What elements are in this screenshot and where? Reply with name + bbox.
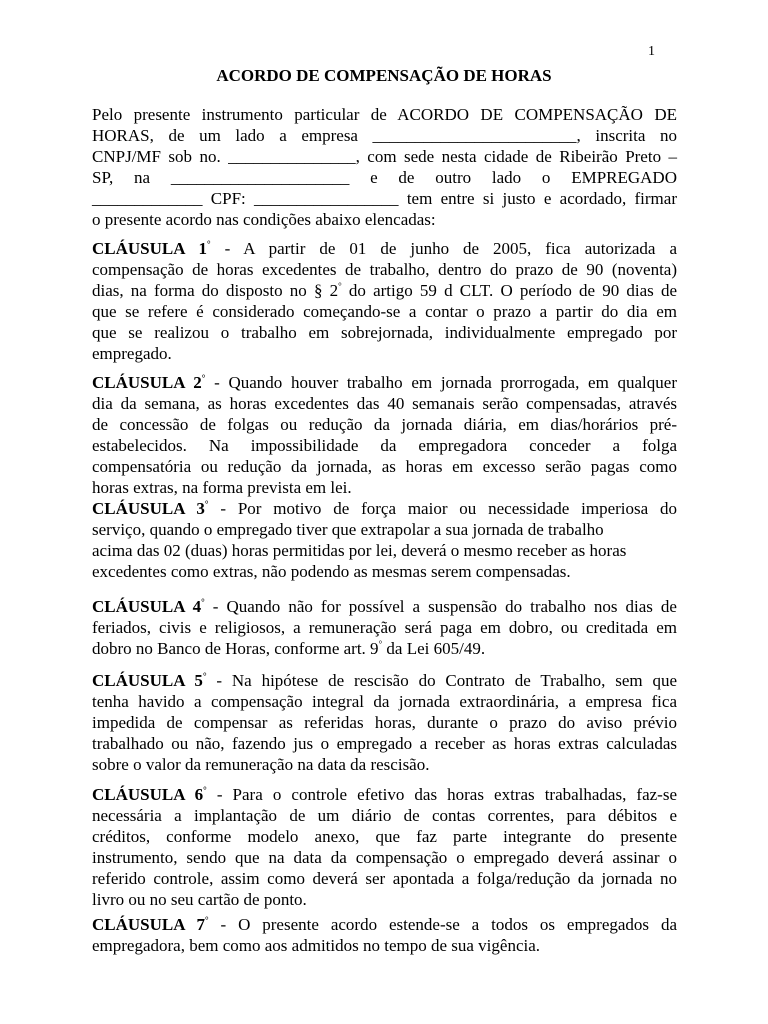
clause-first-line — [92, 784, 677, 805]
clause-text: - Para o controle efetivo das horas extras trabalhadas, faz-se — [206, 785, 677, 804]
clause-line: acima das 02 (duas) horas permitidas por lei, deverá o mesmo receber as horas — [92, 541, 627, 560]
degree-mark: ° — [378, 639, 383, 649]
clause-line: dia da semana, as horas excedentes das 40 semanais serão compensadas, através — [92, 394, 677, 413]
clause-line: trabalhado ou não, fazendo jus o empregado a receber as horas extras calculadas — [92, 734, 677, 753]
clause-6 — [92, 784, 677, 910]
clause-label: CLÁUSULA 3 — [92, 499, 205, 518]
clause-line: compensação de horas excedentes de trabalho, dentro do prazo de 90 (noventa) — [92, 260, 677, 279]
degree-mark: ° — [203, 785, 207, 795]
intro-line: HORAS, de um lado a empresa ________________________, inscrita no — [92, 126, 677, 145]
clause-line: estabelecidos. Na impossibilidade da empregadora conceder a folga — [92, 436, 677, 455]
clause-2 — [92, 372, 677, 498]
clause-text: - Quando não for possível a suspensão do trabalho nos dias de — [204, 597, 677, 616]
clause-label: CLÁUSULA 7 — [92, 915, 205, 934]
clause-4 — [92, 596, 677, 659]
clause-line: sobre o valor da remuneração na data da rescisão. — [92, 755, 430, 774]
clause-label: CLÁUSULA 2 — [92, 373, 202, 392]
clause-line: serviço, quando o empregado tiver que extrapolar a sua jornada de trabalho — [92, 520, 604, 539]
clause-line: que se realizou o trabalho em sobrejornada, individualmente empregado por — [92, 323, 677, 342]
document-title: ACORDO DE COMPENSAÇÃO DE HORAS — [216, 66, 552, 85]
clause-first-line — [92, 498, 677, 519]
clause-label: CLÁUSULA 6 — [92, 785, 204, 804]
clause-7 — [92, 914, 677, 956]
clause-first-line — [92, 596, 677, 617]
clause-5 — [92, 670, 677, 775]
clause-text: - A partir de 01 de junho de 2005, fica autorizada a — [210, 239, 677, 258]
clause-text: - Quando houver trabalho em jornada prorrogada, em qualquer — [205, 373, 677, 392]
clause-label: CLÁUSULA 5 — [92, 671, 203, 690]
clause-line: de concessão de folgas ou redução da jornada diária, em dias/horários pré- — [92, 415, 677, 434]
intro-line: o presente acordo nas condições abaixo elencadas: — [92, 210, 436, 229]
clause-first-line — [92, 914, 677, 935]
clause-line: excedentes como extras, não podendo as mesmas serem compensadas. — [92, 562, 571, 581]
clause-line: tenha havido a compensação integral da jornada extraordinária, a empresa fica — [92, 692, 677, 711]
intro-paragraph — [92, 104, 677, 230]
clause-line: impedida de compensar as referidas horas, durante o prazo do aviso prévio — [92, 713, 677, 732]
intro-line: SP, na _____________________ e de outro lado o EMPREGADO — [92, 168, 677, 187]
clause-text: dias, na forma do disposto no § 2 — [92, 281, 339, 300]
page-number: 1 — [648, 44, 655, 59]
clause-line: que se refere é considerado começando-se a contar o prazo a partir do dia em — [92, 302, 677, 321]
degree-mark: ° — [201, 597, 205, 607]
degree-mark: ° — [202, 671, 207, 681]
clause-line: feriados, civis e religiosos, a remuneração será paga em dobro, ou creditada em — [92, 618, 677, 637]
clause-first-line — [92, 238, 677, 259]
clause-first-line — [92, 670, 677, 691]
clause-line — [92, 638, 677, 659]
clause-label: CLÁUSULA 1 — [92, 239, 208, 258]
clause-line: compensatória ou redução da jornada, as horas em excesso serão pagas como — [92, 457, 677, 476]
clause-line: referido controle, assim como deverá ser apontada a folga/redução da jornada no — [92, 869, 677, 888]
clause-text: dobro no Banco de Horas, conforme art. 9 — [92, 639, 379, 658]
degree-mark: ° — [338, 281, 342, 291]
degree-mark: ° — [204, 499, 209, 509]
intro-line: CNPJ/MF sob no. _______________, com sede nesta cidade de Ribeirão Preto – — [92, 147, 677, 166]
clause-text: - O presente acordo estende-se a todos os empregados da — [208, 915, 677, 934]
degree-mark: ° — [201, 373, 206, 383]
clause-text: - Por motivo de força maior ou necessidade imperiosa do — [208, 499, 677, 518]
clause-1 — [92, 238, 677, 364]
intro-line: Pelo presente instrumento particular de ACORDO DE COMPENSAÇÃO DE — [92, 105, 677, 124]
degree-mark: ° — [207, 239, 211, 249]
clause-line: livro ou no seu cartão de ponto. — [92, 890, 307, 909]
clause-line: necessária a implantação de um diário de contas correntes, para débitos e — [92, 806, 677, 825]
clause-text: do artigo 59 d CLT. O período de 90 dias de — [341, 281, 677, 300]
clause-line: empregado. — [92, 344, 172, 363]
clause-text: da Lei 605/49. — [382, 639, 486, 658]
intro-line: _____________ CPF: _________________ tem entre si justo e acordado, firmar — [92, 189, 677, 208]
clause-line: instrumento, sendo que na data da compensação o empregado deverá assinar o — [92, 848, 677, 867]
clause-first-line — [92, 372, 677, 393]
clause-line — [92, 280, 677, 301]
clause-3 — [92, 498, 677, 582]
clause-line: créditos, conforme modelo anexo, que faz parte integrante do presente — [92, 827, 677, 846]
degree-mark: ° — [205, 915, 209, 925]
clause-line: empregadora, bem como aos admitidos no tempo de sua vigência. — [92, 936, 541, 955]
clause-line: horas extras, na forma prevista em lei. — [92, 478, 352, 497]
clause-text: - Na hipótese de rescisão do Contrato de Trabalho, sem que — [206, 671, 677, 690]
clause-label: CLÁUSULA 4 — [92, 597, 202, 616]
